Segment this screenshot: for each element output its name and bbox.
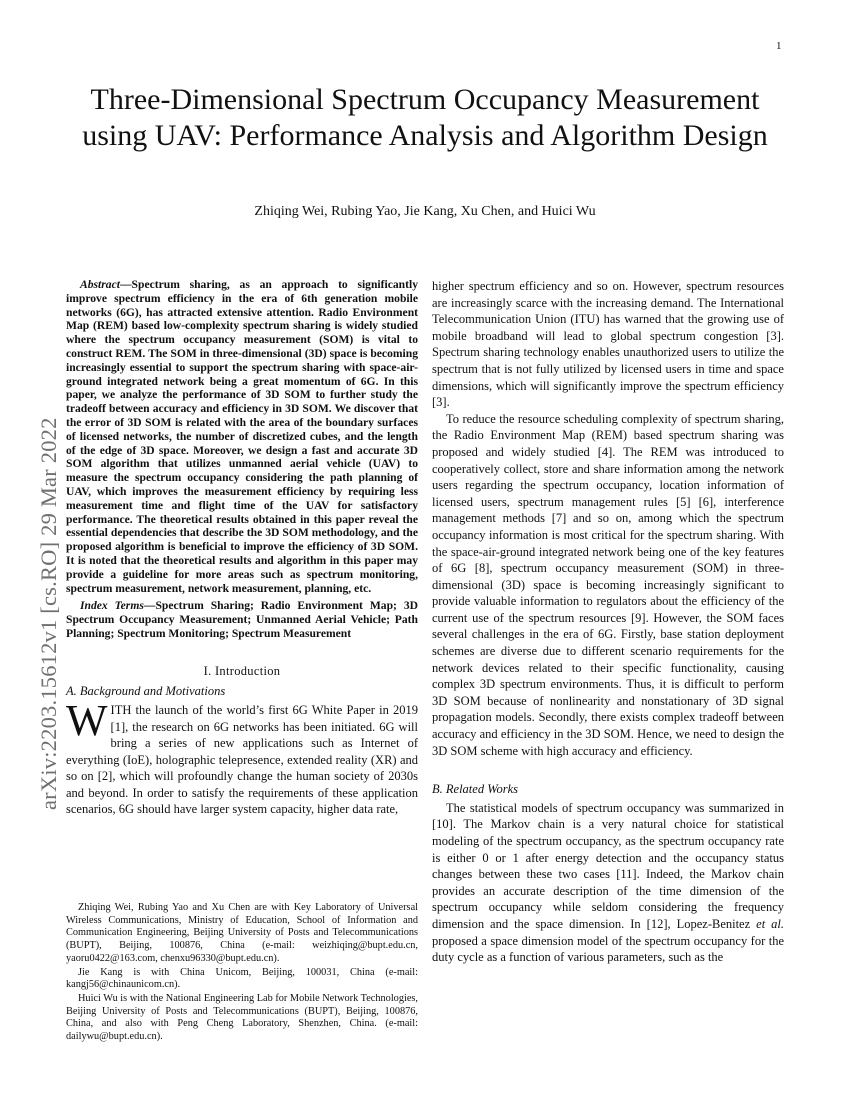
page-number: 1 bbox=[776, 40, 782, 52]
subsection-heading-related-works: B. Related Works bbox=[432, 782, 518, 797]
right-column bbox=[432, 278, 784, 966]
arxiv-stamp bbox=[0, 0, 61, 1100]
index-terms-label: Index Terms bbox=[80, 599, 144, 613]
intro-paragraph bbox=[66, 695, 418, 818]
related-works-text-b: proposed a space dimension model of the spectrum occupancy for the duty cycle as a function of various parameters, such as the bbox=[432, 933, 784, 965]
paragraph-related-works bbox=[432, 800, 784, 966]
paragraph-rem: To reduce the resource scheduling complexity of spectrum sharing, the Radio Environment Map (REM) based spectrum sharing was proposed and widely studied [4]. The REM was introduced to cooperatively collect, store and share information among the network users regarding the spectrum occupancy, location information of licensed users, spectrum management rules [5] [6], interference management methods [7] and so on, among which the spectrum occupancy information is most critical for the spectrum sharing. With the space-air-ground integrated network being one of the key features of 6G [8], spectrum occupancy measurement (SOM) in three-dimensional (3D) space is becoming increasingly significant to provide valuable information to regulators about the efficiency of the current use of the spectrum resources [9]. However, the SOM faces several challenges in the era of 6G. Firstly, base station deployment schemes are diverse due to different scenario requirements for the network devices related to their specific functionality, causing complex 3D spectrum environments. Thus, it is difficult to perform 3D SOM because of nonlinearity and nonstationary of 3D signal propagation models. Secondly, there exists complex tradeoff between accuracy and efficiency in the 3D SOM. Hence, we need to design the 3D SOM scheme with high accuracy and efficiency. bbox=[432, 411, 784, 758]
abstract-text: —Spectrum sharing, as an approach to significantly improve spectrum efficiency in the era of 6th generation mobile networks (6G), has attracted extensive attention. Radio Environment Map (REM) based low-complexity spectrum sharing is widely studied where the spectrum occupancy measurement (SOM) is vital to construct REM. The SOM in three-dimensional (3D) space is becoming increasingly essential to support the spectrum sharing with space-air-ground integrated network being a great momentum of 6G. In this paper, we analyze the performance of 3D SOM to further study the tradeoff between accuracy and efficiency in 3D SOM. We discover that the error of 3D SOM is related with the area of the boundary surfaces of licensed networks, the number of discretized cubes, and the length of the edge of 3D space. Moreover, we design a fast and accurate 3D SOM algorithm that utilizes unmanned aerial vehicle (UAV) to measure the spectrum occupancy considering the path planning of UAV, which improves the measurement efficiency by requiring less measurement time and flight time of the UAV for satisfactory performance. The theoretical results obtained in this paper reveal the essential dependencies that describe the 3D SOM methodology, and the proposed algorithm is beneficial to improve the efficiency of 3D SOM. It is noted that the theoretical results and algorithm in this paper may provide a guideline for more areas such as spectrum monitoring, spectrum measurement, network measurement, planning, etc. bbox=[66, 278, 418, 595]
related-works-text-a: The statistical models of spectrum occupancy was summarized in [10]. The Markov chain is a very natural choice for statistical modeling of the spectrum occupancy, as the spectrum occupancy rate is either 0 or 1 after energy detection and the occupancy status changes between these two cases [11]. Indeed, the Markov chain provides an accurate description of the time dimension of the spectrum occupancy while seldom considering the frequency dimension and the space dimension. In [12], Lopez-Benitez bbox=[432, 800, 784, 931]
abstract bbox=[66, 278, 418, 595]
author-list: Zhiqing Wei, Rubing Yao, Jie Kang, Xu Chen, and Huici Wu bbox=[254, 204, 596, 219]
footnote-affiliation-3: Huici Wu is with the National Engineering Lab for Mobile Network Technologies, Beijing University of Posts and Telecommunications (BUPT), Beijing, 100876, China, and also with Peng Cheng Laboratory, Shenzhen, China. (e-mail: dailywu@bupt.edu.cn). bbox=[66, 992, 418, 1043]
paper-title: Three-Dimensional Spectrum Occupancy Measurement using UAV: Performance Analysis and Algorithm Design bbox=[82, 83, 768, 152]
intro-paragraph-text: ITH the launch of the world’s first 6G White Paper in 2019 [1], the research on 6G networks has been initiated. 6G will bring a series of new applications such as Internet of everything (IoE), holographic telepresence, extended reality (XR) and so on [2], which will profoundly change the human society of 2030s and beyond. In order to satisfy the requirements of these application scenarios, 6G should have larger system capacity, higher data rate, bbox=[66, 702, 418, 817]
left-column bbox=[66, 278, 418, 818]
arxiv-identifier: arXiv:2203.15612v1 [cs.RO] 29 Mar 2022 bbox=[36, 417, 61, 810]
paragraph-continued: higher spectrum efficiency and so on. However, spectrum resources are increasingly scarce with the increasing demand. The International Telecommunication Union (ITU) has warned that the growing use of mobile broadband will lead to global spectrum congestion [3]. Spectrum sharing technology enables unauthorized users to utilize the spectrum that is not fully utilized by licensed users in time and space dimensions, which will significantly improve the spectrum efficiency [3]. bbox=[432, 279, 784, 410]
footnotes bbox=[66, 902, 418, 1045]
index-terms bbox=[66, 599, 418, 640]
footnote-affiliation-1: Zhiqing Wei, Rubing Yao and Xu Chen are with Key Laboratory of Universal Wireless Communications, Ministry of Education, School of Information and Communication Engineering, Beijing University of Posts and Telecommunications (BUPT), Beijing, 100876, China (e-mail: weizhiqing@bupt.edu.cn, yaoru0422@163.com, chenxu96330@bupt.edu.cn). bbox=[66, 902, 418, 964]
et-al: et al. bbox=[756, 916, 784, 931]
index-terms-text: —Spectrum Sharing; Radio Environment Map; 3D Spectrum Occupancy Measurement; Unmanned Aerial Vehicle; Path Planning; Spectrum Monitoring; Spectrum Measurement bbox=[66, 599, 418, 640]
abstract-label: Abstract bbox=[80, 278, 120, 291]
footnote-affiliation-2: Jie Kang is with China Unicom, Beijing, 100031, China (e-mail: kangj56@chinaunicom.cn). bbox=[66, 966, 418, 991]
subsection-heading-background: A. Background and Motivations bbox=[66, 684, 226, 699]
drop-cap: W bbox=[66, 695, 108, 745]
section-heading-introduction: I. Introduction bbox=[203, 663, 281, 678]
